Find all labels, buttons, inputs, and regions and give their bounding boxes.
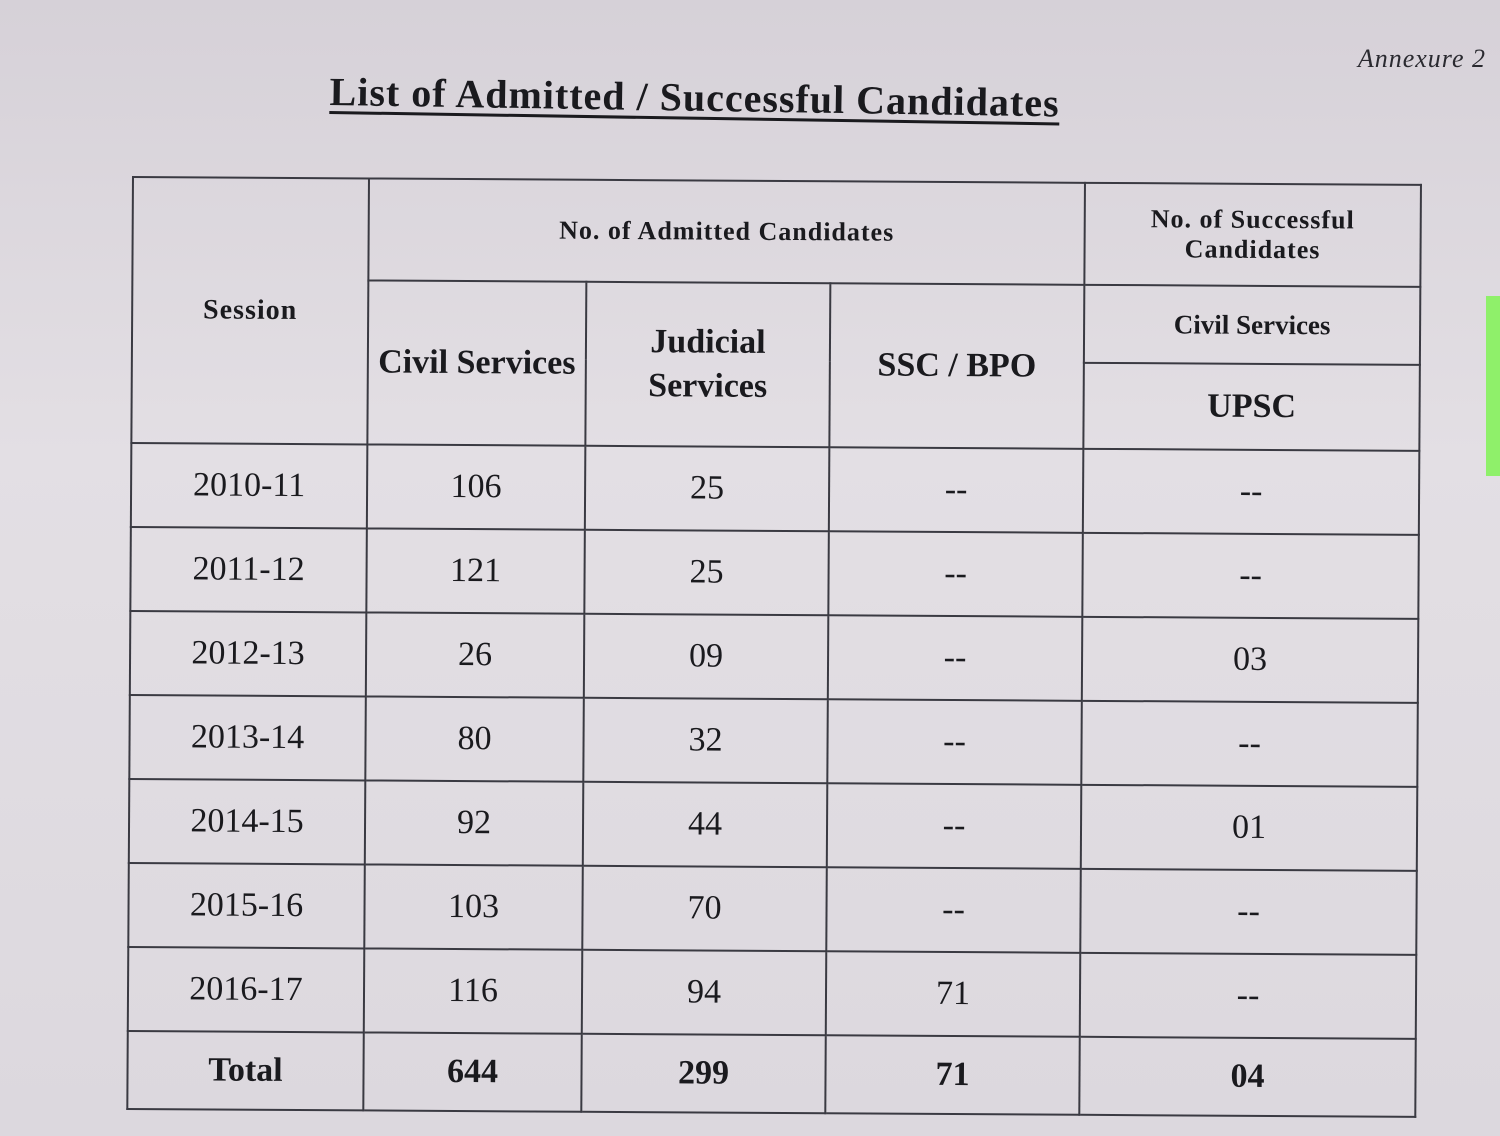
upsc-cell: --: [1080, 953, 1417, 1039]
upsc-cell: 01: [1081, 785, 1418, 871]
session-cell: 2015-16: [128, 863, 365, 948]
judicial-services-cell: 44: [583, 782, 828, 867]
ssc-bpo-cell: --: [828, 615, 1083, 701]
upsc-cell: --: [1080, 869, 1417, 955]
successful-group-header: No. of Successful Candidates: [1084, 183, 1421, 287]
admitted-group-header: No. of Admitted Candidates: [368, 178, 1085, 284]
ssc-bpo-cell: --: [828, 531, 1083, 617]
upsc-cell: --: [1081, 701, 1418, 787]
session-cell: 2014-15: [129, 779, 366, 864]
judicial-services-cell: 25: [585, 446, 830, 531]
total-judicial-services: 299: [581, 1034, 825, 1113]
total-ssc-bpo: 71: [825, 1035, 1079, 1115]
ssc-bpo-cell: --: [827, 699, 1082, 785]
upsc-cell: 03: [1082, 617, 1419, 703]
civil-services-header: Civil Services: [367, 280, 586, 445]
table-row: [128, 863, 1417, 955]
session-cell: 2010-11: [131, 443, 368, 528]
total-upsc: 04: [1079, 1037, 1415, 1117]
table-row: [130, 527, 1419, 619]
judicial-services-cell: 09: [584, 614, 829, 699]
civil-services-cell: 106: [367, 444, 586, 529]
table-row: [131, 443, 1420, 535]
page-title: List of Admitted / Successful Candidates: [329, 68, 1060, 126]
successful-civil-services-header: Civil Services: [1084, 285, 1420, 365]
session-cell: 2013-14: [129, 695, 366, 780]
civil-services-cell: 26: [366, 612, 585, 697]
table-row: [128, 947, 1417, 1039]
green-sticky-tab: [1486, 296, 1500, 476]
judicial-services-cell: 25: [584, 530, 829, 615]
civil-services-cell: 92: [365, 780, 584, 865]
upsc-cell: --: [1083, 449, 1420, 535]
civil-services-cell: 103: [364, 864, 583, 949]
judicial-services-cell: 94: [582, 950, 827, 1035]
annexure-label: Annexure 2: [1357, 44, 1486, 73]
ssc-bpo-cell: --: [829, 447, 1084, 533]
upsc-header: UPSC: [1083, 363, 1420, 451]
ssc-bpo-cell: 71: [826, 951, 1081, 1037]
table-row: [129, 695, 1418, 787]
session-cell: 2012-13: [130, 611, 367, 696]
civil-services-cell: 116: [364, 948, 583, 1033]
session-header: Session: [131, 177, 369, 444]
judicial-services-cell: 70: [582, 866, 827, 951]
session-cell: 2011-12: [130, 527, 367, 612]
candidates-table-container: [126, 176, 1422, 1118]
civil-services-cell: 80: [365, 696, 584, 781]
civil-services-cell: 121: [366, 528, 585, 613]
upsc-cell: --: [1082, 533, 1419, 619]
ssc-bpo-cell: --: [826, 867, 1081, 953]
table-row: [130, 611, 1419, 703]
table-row: [129, 779, 1418, 871]
ssc-bpo-cell: --: [827, 783, 1082, 869]
total-civil-services: 644: [363, 1032, 581, 1111]
ssc-bpo-header: SSC / BPO: [829, 283, 1084, 449]
candidates-table: [126, 176, 1422, 1118]
total-label: Total: [127, 1031, 363, 1110]
session-cell: 2016-17: [128, 947, 365, 1032]
total-row: [127, 1031, 1415, 1117]
judicial-services-header: Judicial Services: [585, 282, 830, 447]
judicial-services-cell: 32: [583, 698, 828, 783]
